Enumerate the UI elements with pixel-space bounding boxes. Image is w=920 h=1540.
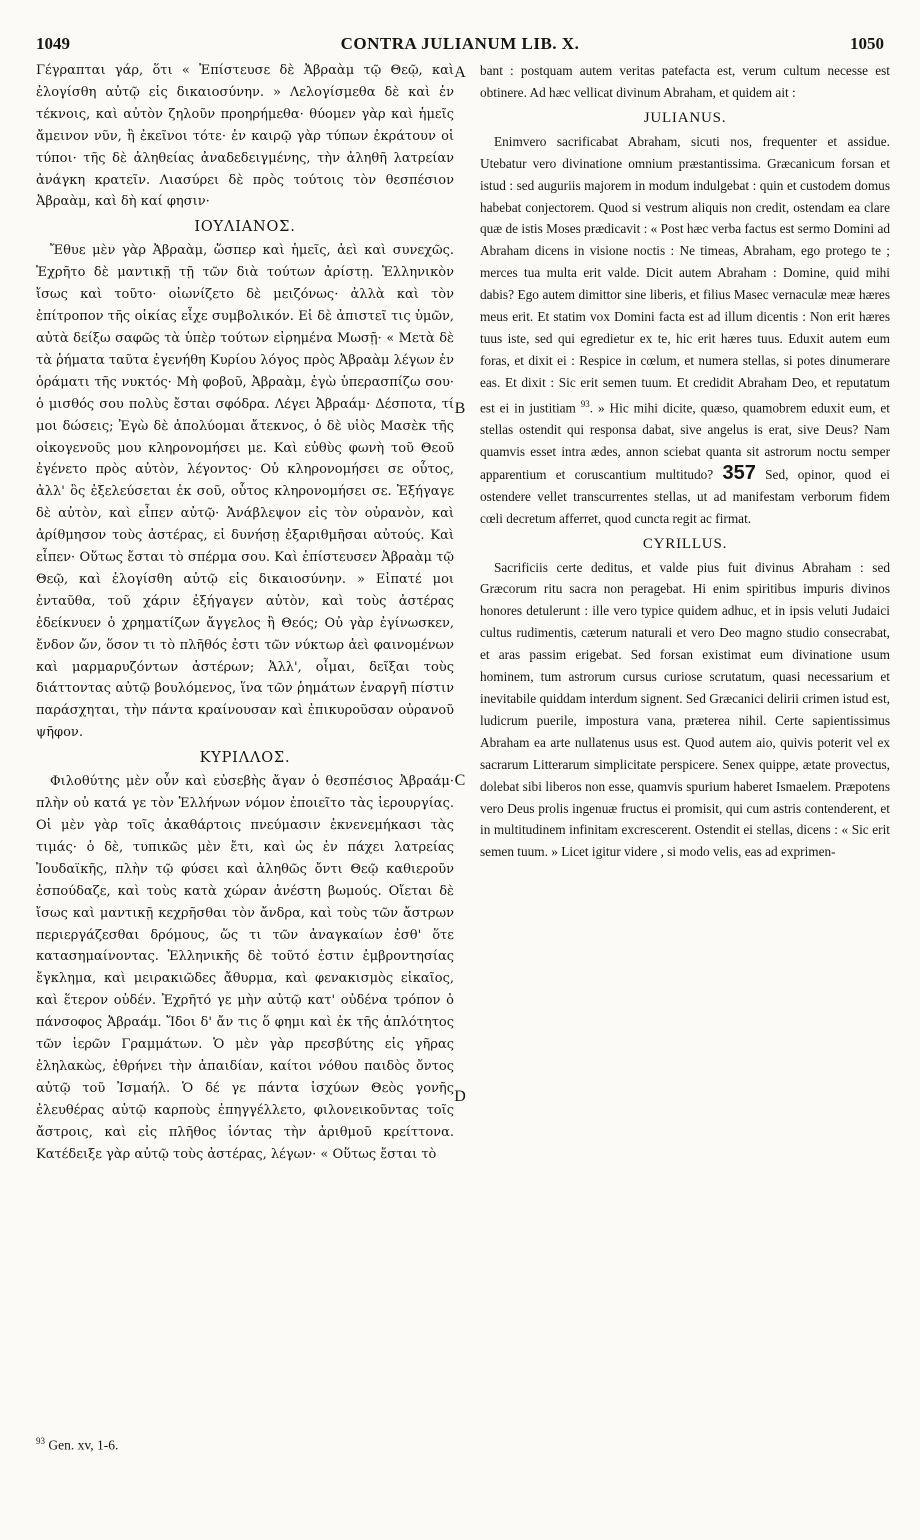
- latin-julian-text-c: Sed, opinor, quod ei ostendere vellet transcurrentes stellas, ut ad manifestam verborum fidem cœli decretum afferret, quod cuncta regit ac firmat.: [480, 466, 890, 526]
- page-number-left: 1049: [36, 34, 70, 53]
- page-marker-357: 357: [722, 461, 756, 484]
- latin-heading-julian: JULIANUS.: [643, 109, 727, 126]
- greek-cyril-paragraph: Φιλοθύτης μὲν οὖν καὶ εὐσεβὴς ἄγαν ὁ θεσπέσιος Ἀβραάμ· πλὴν οὐ κατά γε τὸν Ἑλλήνων νόμον ἐποιεῖτο τὰς ἱερουργίας. Οἱ μὲν γὰρ τοῖς ἀκαθάρτοις πνεύμασιν ἐκνενεμήκασι τὰς τιμάς· ὁ δὲ, τυπικῶς μὲν ἔτι, καὶ ὡς ἐν πάχει λατρείας Ἰουδαϊκῆς, πλὴν τῷ φύσει καὶ ἀληθῶς ὄντι Θεῷ καθιεροῦν ἐσπούδαζε, καὶ τοὺς κατὰ χώραν ἀνέστη βωμούς. Οἴεται δὲ ἴσως καὶ μαντικῇ κεχρῆσθαι τὸν ἄνδρα, καὶ τοὺς τῶν ἄστρων περιεργάζεσθαι δρόμους, ὥς τι τῶν ἀναγκαίων ἐσθ' ὅτε κατασημαίνοντας. Ἑλληνικῆς δὲ τοῦτό ἐστιν ἐμβροντησίας ἔγκλημα, καὶ μειρακιῶδες ἄθυρμα, καὶ φενακισμὸς εἰκαῖος, καὶ ἕτερον οὐδέν. Ἐχρῆτό γε μὴν αὐτῷ κατ' οὐδένα τρόπον ὁ πάνσοφος Ἀβραάμ. Ἴδοι δ' ἄν τις ὅ φημι καὶ ἐκ τῆς ἁπλότητος τῶν ἱερῶν Γραμμάτων. Ὁ μὲν γὰρ πρεσβύτης εἰς γῆρας ἐληλακὼς, ἐθρήνει τὴν ἀπαιδίαν, καίτοι νόθου παιδὸς ὄντος αὐτῷ τοῦ Ἰσμαήλ. Ὁ δέ γε πάντα ἰσχύων Θεὸς γονῆς ἐλευθέρας αὐτῷ καρποὺς ἐπηγγέλλετο, φιλονεικοῦντας τοῖς ἄστροις, καὶ εἰς πλῆθος ἰόντας τὴν ἀριθμοῦ κρείττονα. Κατέδειξε γὰρ αὐτῷ τοὺς ἀστέρας, λέγων· « Οὕτως ἔσται τὸ: [36, 774, 454, 1162]
- latin-intro-paragraph: bant : postquam autem veritas patefacta est, verum cultum necesse est obtinere. Ad hæc vellicat divinum Abraham, et quidem ait :: [480, 63, 890, 100]
- latin-cyril-paragraph: Sacrificiis certe deditus, et valde pius fuit divinus Abraham : sed Græcorum ritu sacra non peragebat. Hi enim spiritibus impuris divinos honores detulerunt : ille vero typice quidem adhuc, et in ipsis veluti Judaici cultus rudimentis, cæterum naturali et vero Deo magno studio consecrabat, et aras passim erigebat. Sed forsan existimat eum divinatione usum hominem, tum astrorum cursus curiose scrutatum, quasi necessarium et inevitabile quiddam interdum signent. Sed Græcanici delirii crimen istud est, ludicrum puerile, impostura vana, præterea nihil. Certe sapientissimus Abraham ea arte nullatenus usus est. Quod autem aio, quivis poterit vel ex sacrarum Litterarum simplicitate perspicere. Senex quippe, ætate provectus, dolebat sibi liberos non esse, quamvis spurium haberet Ismaelem. Præpotens vero Deus prolis ingenuæ fructus ei promisit, qui cum astris contenderent, et in multitudinem infinitam excrescerent. Ostendit ei stellas, dicens : « Sic erit semen tuum. » Licet igitur videre , si modo velis, eas ad exprimen-: [480, 559, 890, 860]
- greek-intro-paragraph: Γέγραπται γάρ, ὅτι « Ἐπίστευσε δὲ Ἀβραὰμ τῷ Θεῷ, καὶ ἐλογίσθη αὐτῷ εἰς δικαιοσύνην. » Λελογίσμεθα δὲ καὶ ἐν τέκνοις, καὶ αὐτὸν ζηλοῦν προηρήμεθα· θύομεν γὰρ καὶ ἡμεῖς ἄμεινον νῦν, ἢ ἐκεῖνοι τότε· ἐν καιρῷ γὰρ τύπων ἐκράτουν οἱ τύποι· τῆς δὲ ἀληθείας ἀναδεδειγμένης, τὴν ἀληθῆ λατρείαν ἀνάγκη κρατεῖν. Λιασύρει δὲ πρὸς τούτοις τὸν θεσπέσιον Ἀβραὰμ, καὶ δὴ καί φησιν·: [36, 63, 454, 210]
- running-header: [36, 34, 884, 60]
- section-marker-b: B: [454, 400, 466, 417]
- page-number-right: 1050: [850, 34, 884, 53]
- latin-julian-text-a: Enimvero sacrificabat Abraham, sicuti nos, frequenter et assidue. Utebatur vero divinatione omnium præstantissima. Græcanicum forsan et istud : sed auguriis majorem in modum indulgebat : quin et custodem domus habebat conjectorem. Quod si vestrum aliquis non credit, ostendam ea clare quæ de istis Moses prædicavit : « Post hæc verba factus est sermo Domini ad Abraham dicens in visione noctis : Ne timeas, Abraham, ego protego te ; merces tua multa erit valde. Dicit autem Abraham : Domine, quid mihi dabis? Ego autem dimittor sine liberis, et filius Masec vernaculæ meæ hæres meus erit. Et statim vox Domini facta est ad illum dicentis : Non erit hæres tuus iste, sed qui egredietur ex te, hic erit hæres tuus. Eduxit autem eum foras, et dixit ei : Respice in cœlum, et numera stellas, si potes dinumerare eas. Et dixit : Sic erit semen tuum. Et credidit Abraham Deo, et reputatum est ei in justitiam: [480, 133, 890, 416]
- latin-heading-cyril: CYRILLUS.: [642, 535, 728, 552]
- footnote: [36, 1436, 118, 1454]
- greek-heading-julian: ΙΟΥΛΙΑΝΟΣ.: [194, 219, 296, 236]
- footnote-reference: 93: [580, 398, 590, 409]
- latin-column: [480, 60, 890, 1480]
- latin-julian-paragraph: [480, 131, 890, 530]
- greek-column: [36, 60, 454, 1480]
- footnote-text: Gen. xv, 1-6.: [48, 1437, 119, 1453]
- section-marker-c: C: [454, 772, 466, 789]
- section-marker-d: D: [454, 1088, 466, 1105]
- latin-julian-text-b: . » Hic mihi dicite, quæso, quamobrem eduxit eum, et stellas ostendit qui responsa dabat, sive angelus is erat, sive Deus? Nam quamvis esset intra ædes, annon sciebat quanta sit astrorum noctu semper apparentium et coruscantium multitudo?: [480, 400, 890, 482]
- greek-heading-cyril: ΚΥΡΙΛΛΟΣ.: [199, 750, 291, 767]
- footnote-mark: 93: [36, 1436, 45, 1446]
- section-marker-a: A: [454, 64, 466, 81]
- running-title: CONTRA JULIANUM LIB. X.: [340, 34, 580, 53]
- greek-julian-paragraph: Ἔθυε μὲν γὰρ Ἀβραὰμ, ὥσπερ καὶ ἡμεῖς, ἀεὶ καὶ συνεχῶς. Ἐχρῆτο δὲ μαντικῇ τῇ τῶν διὰ τούτων ἀρίστῃ. Ἑλληνικὸν ἴσως καὶ τοῦτο· οἰωνίζετο δὲ μειζόνως· ἀλλὰ καὶ τὸν ἐπίτροπον τῆς οἰκίας εἶχε συμβολικόν. Εἰ δὲ ἀπιστεῖ τις ὑμῶν, αὐτὰ δείξω σαφῶς τὰ ὑπὲρ τούτων εἰρημένα Μωσῇ· « Μετὰ δὲ τὰ ῥήματα ταῦτα ἐγενήθη Κυρίου λόγος πρὸς Ἀβραὰμ λέγων ἐν ὁράματι τῆς νυκτός· Μὴ φοβοῦ, Ἀβραὰμ, ἐγὼ ὑπερασπίζω σου· ὁ μισθός σου πολὺς ἔσται σφόδρα. Λέγει Ἀβραάμ· Δέσποτα, τί μοι δώσεις; Ἐγὼ δὲ ἀπολύομαι ἄτεκνος, ὁ δὲ υἱὸς Μασὲκ τῆς οἰκογενοῦς μου κληρονομήσει με. Καὶ εὐθὺς φωνὴ τοῦ Θεοῦ ἐγένετο πρὸς αὐτὸν, λέγοντος· Οὐ κληρονομήσει σε οὗτος, ἀλλ' ὃς ἐξελεύσεται ἐκ σοῦ, οὗτος κληρονομήσει σε. Ἐξήγαγε δὲ αὐτὸν, καὶ εἶπεν αὐτῷ· Ἀνάβλεψον εἰς τὸν οὐρανὸν, καὶ ἀρίθμησον τοὺς ἀστέρας, εἰ δυνήσῃ ἐξαριθμῆσαι αὐτούς. Καὶ εἶπεν· Οὕτως ἔσται τὸ σπέρμα σου. Καὶ ἐπίστευσεν Ἀβραὰμ τῷ Θεῷ, καὶ ἐλογίσθη αὐτῷ εἰς δικαιοσύνην. » Εἰπατέ μοι ἐνταῦθα, τοῦ χάριν ἐξήγαγεν αὐτὸν, καὶ τοὺς ἀστέρας ἐδείκνυεν ὁ χρηματίζων ἄγγελος ἢ Θεός; Οὐ γὰρ ἐγίνωσκεν, ἔνδον ὤν, ὅσον τι τὸ πλῆθός ἐστι τῶν νύκτωρ ἀεὶ φαινομένων καὶ μαρμαρυζόντων ἀστέρων; Ἀλλ', οἶμαι, δεῖξαι τοὺς διάττοντας αὐτῷ βουλόμενος, ἵνα τῶν ῥημάτων ἐναργῆ πίστιν παράσχηται, τὴν πάντα κραίνουσαν καὶ ἐπικυροῦσαν οὐρανοῦ ψῆφον.: [36, 243, 454, 741]
